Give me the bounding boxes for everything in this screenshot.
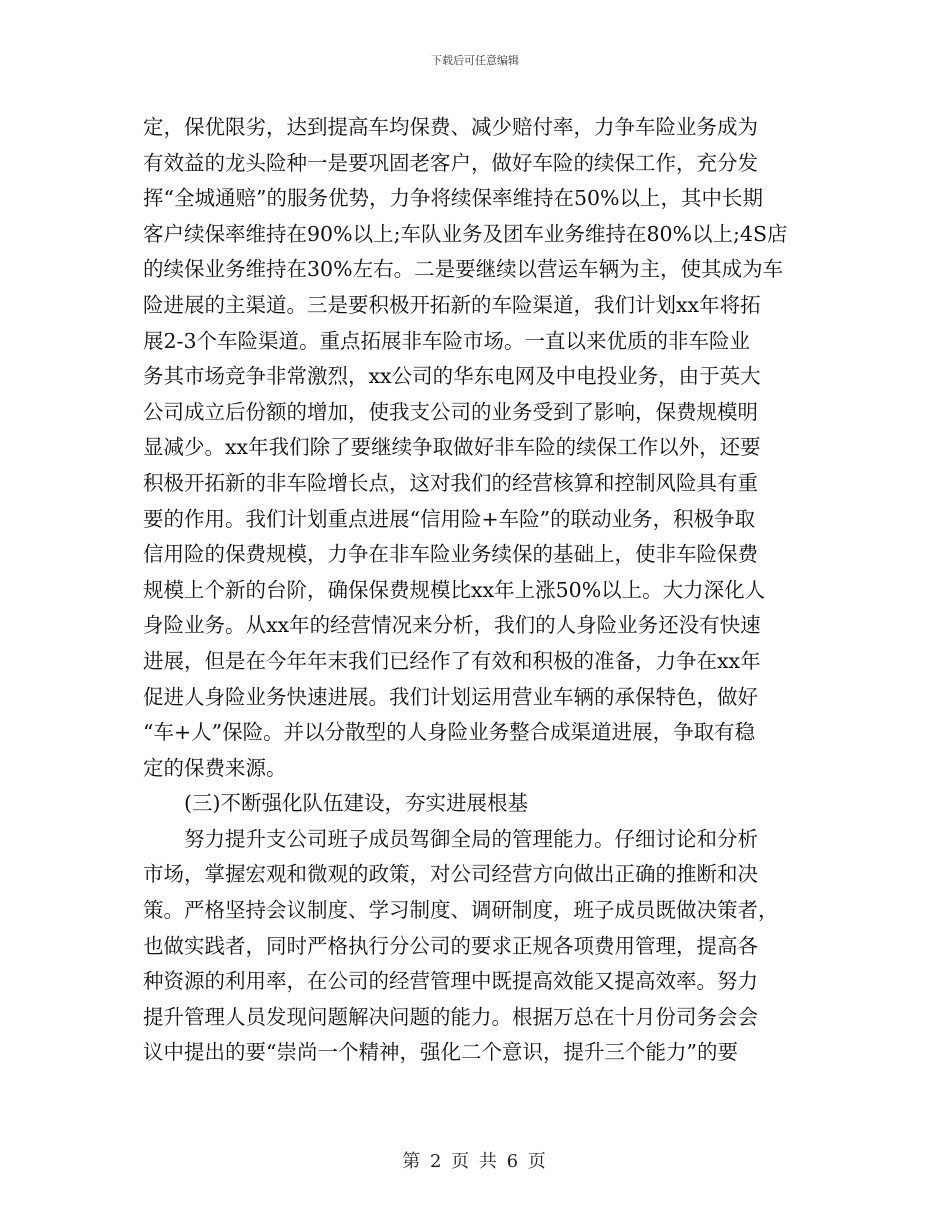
text-line: 要的作用。我们计划重点进展“信用险+车险”的联动业务，积极争取: [143, 506, 756, 531]
text-line: 展2-3个车险渠道。重点拓展非车险市场。一直以来优质的非车险业: [143, 328, 751, 353]
text-line: 市场，掌握宏观和微观的政策，对公司经营方向做出正确的推断和决: [143, 862, 758, 887]
text-line: 提升管理人员发现问题解决问题的能力。根据万总在十月份司务会会: [143, 1004, 758, 1029]
text-line: 议中提出的要“崇尚一个精神，强化二个意识，提升三个能力”的要: [143, 1040, 738, 1065]
text-line: 挥“全城通赔”的服务优势，力争将续保率维持在50%以上，其中长期: [143, 186, 764, 211]
text-line: 积极开拓新的非车险增长点，这对我们的经营核算和控制风险具有重: [143, 470, 758, 495]
text-line: 定，保优限劣，达到提高车均保费、减少赔付率，力争车险业务成为: [143, 115, 758, 139]
text-line: 显减少。xx年我们除了要继续争取做好非车险的续保工作以外，还要: [143, 435, 761, 460]
text-line: 有效益的龙头险种一是要巩固老客户，做好车险的续保工作，充分发: [143, 150, 758, 175]
text-line: 策。严格坚持会议制度、学习制度、调研制度，班子成员既做决策者，: [143, 898, 779, 923]
text-line: 客户续保率维持在90%以上;车队业务及团车业务维持在80%以上;4S店: [143, 221, 788, 246]
text-line: 公司成立后份额的增加，使我支公司的业务受到了影响，保费规模明: [143, 399, 758, 424]
text-line: 信用险的保费规模，力争在非车险业务续保的基础上，使非车险保费: [143, 542, 758, 567]
text-line: 进展，但是在今年年末我们已经作了有效和积极的准备，力争在xx年: [143, 648, 761, 673]
page-header: 下载后可任意编辑: [431, 54, 519, 67]
document-body: [143, 110, 808, 1071]
text-line: 种资源的利用率，在公司的经营管理中既提高效能又提高效率。努力: [143, 969, 758, 994]
text-line: 险进展的主渠道。三是要积极开拓新的车险渠道，我们计划xx年将拓: [143, 292, 761, 317]
text-line: “车+人”保险。并以分散型的人身险业务整合成渠道进展，争取有稳: [143, 720, 756, 745]
text-line: (三)不断强化队伍建设，夯实进展根基: [184, 791, 528, 816]
page-footer: 第 2 页 共 6 页: [402, 1151, 548, 1172]
text-line: 规模上个新的台阶，确保保费规模比xx年上涨50%以上。大力深化人: [143, 577, 766, 602]
text-line: 也做实践者，同时严格执行分公司的要求正规各项费用管理，提高各: [143, 933, 758, 958]
text-line: 身险业务。从xx年的经营情况来分析，我们的人身险业务还没有快速: [143, 613, 761, 638]
text-line: 促进人身险业务快速进展。我们计划运用营业车辆的承保特色，做好: [143, 684, 758, 709]
text-line: 务其市场竞争非常激烈，xx公司的华东电网及中电投业务，由于英大: [143, 364, 761, 389]
text-line: 定的保费来源。: [143, 755, 287, 780]
text-line: 的续保业务维持在30%左右。二是要继续以营运车辆为主，使其成为车: [143, 257, 784, 282]
text-line: 努力提升支公司班子成员驾御全局的管理能力。仔细讨论和分析: [184, 826, 758, 851]
